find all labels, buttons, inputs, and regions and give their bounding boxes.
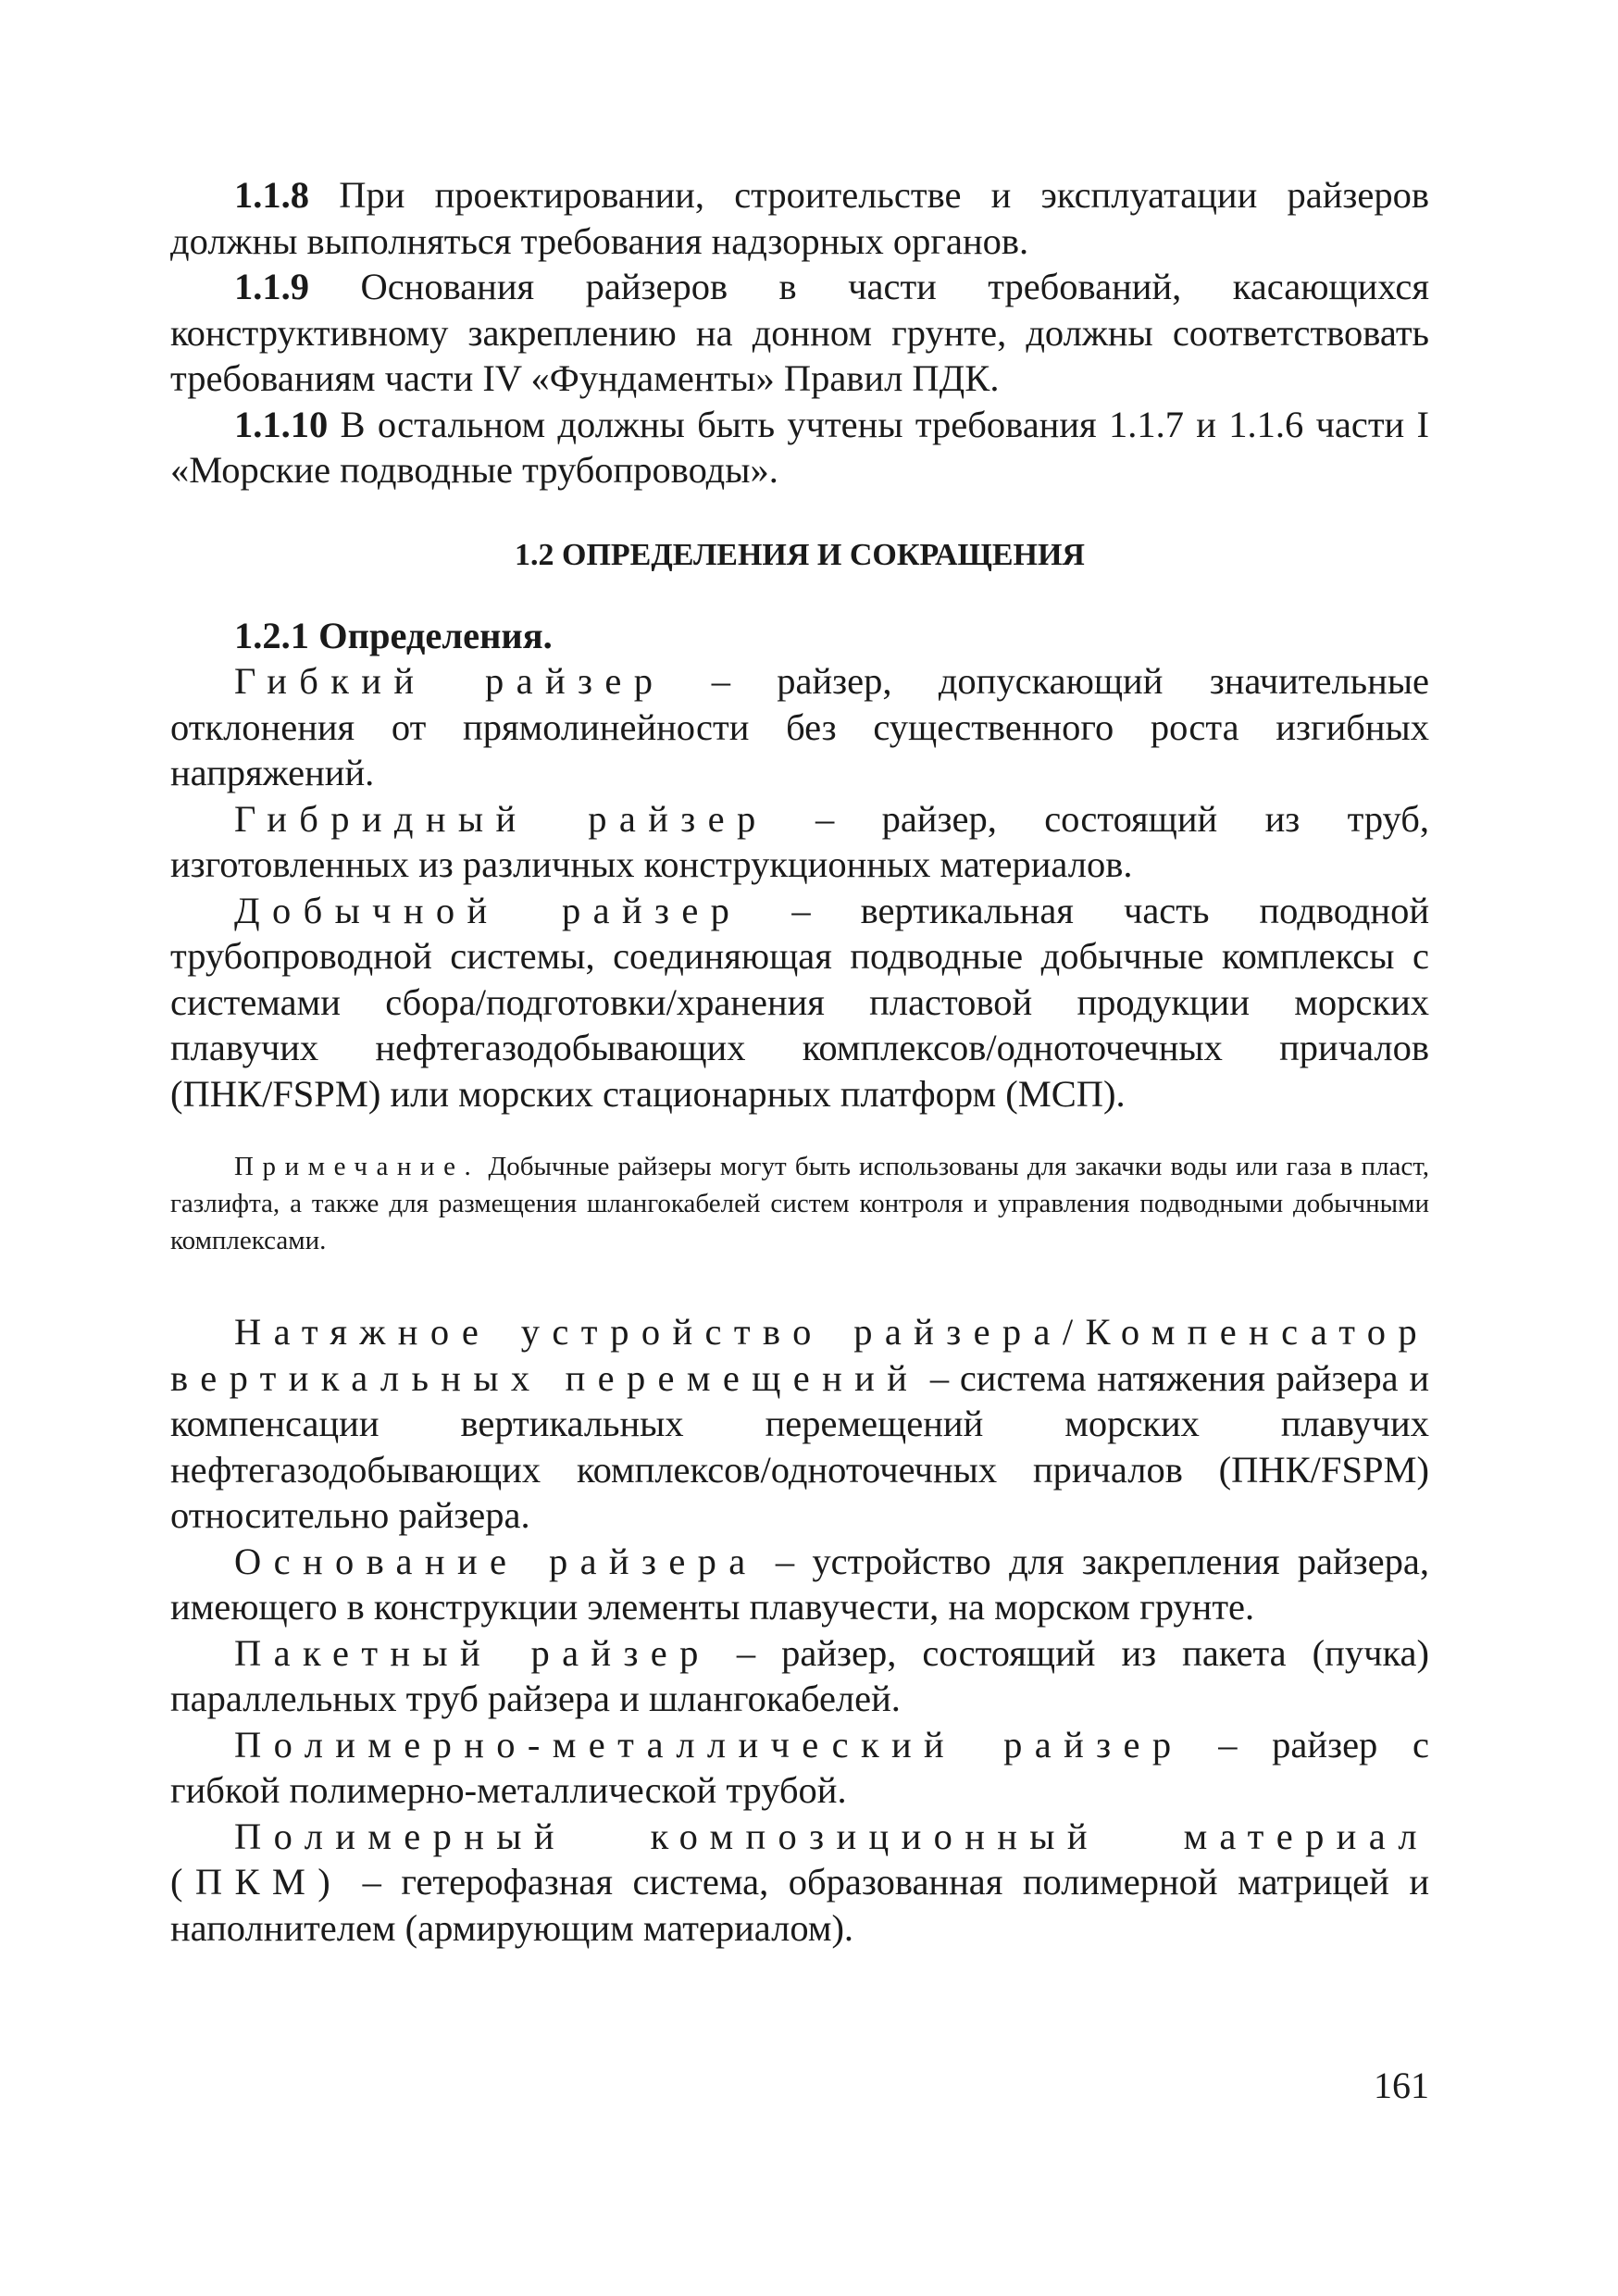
definition-term: Полимерный композиционный материал (ПКМ): [170, 1815, 1429, 1903]
definition-production-riser: [170, 888, 1429, 1117]
definition-term: Натяжное устройство райзера/Компенсатор вертикальных перемещений: [170, 1311, 1429, 1399]
definition-term: Полимерно-металлический райзер: [234, 1723, 1184, 1766]
definition-text: – райзер с гибкой полимерно-металлической трубой.: [170, 1723, 1429, 1811]
note-label: Примечание.: [234, 1152, 480, 1181]
definition-text: – райзер, состоящий из труб, изготовленных из различных конструкционных материалов.: [170, 797, 1429, 885]
note-text: Добычные райзеры могут быть использованы для закачки воды или газа в пласт, газлифта, а также для размещения шлангокабелей систем контроля и управления подводными добычными комплексами.: [170, 1152, 1429, 1255]
subsection-heading: 1.2.1 Определения.: [234, 614, 553, 656]
definition-bundle-riser: [170, 1630, 1429, 1722]
clause-number: 1.1.10: [234, 403, 329, 445]
clause-1-1-10: [170, 402, 1429, 493]
definition-term: Гибридный райзер: [234, 797, 768, 840]
definition-text: – гетерофазная система, образованная полимерной матрицей и наполнителем (армирующим материалом).: [170, 1861, 1429, 1949]
clause-text: При проектировании, строительстве и эксплуатации райзеров должны выполняться требования надзорных органов.: [170, 174, 1429, 262]
page-body: [170, 172, 1429, 1951]
definition-term: Добычной райзер: [234, 889, 742, 931]
clause-number: 1.1.8: [234, 174, 309, 216]
definition-text: – райзер, допускающий значительные отклонения от прямолинейности без существенного роста изгибных напряжений.: [170, 660, 1430, 793]
clause-text: В остальном должны быть учтены требования 1.1.7 и 1.1.6 части I «Морские подводные трубопроводы».: [170, 403, 1429, 491]
page-number: 161: [1374, 2065, 1429, 2106]
note: [170, 1148, 1429, 1259]
definition-text: – вертикальная часть подводной трубопроводной системы, соединяющая подводные добычные комплексы с системами сбора/подготовки/хранения пластовой продукции морских плавучих нефтегазодобывающих комплексов/одноточечных причалов (ПНК/FSPM) или морских стационарных платформ (МСП).: [170, 889, 1429, 1115]
definition-polymer-metal-riser: [170, 1722, 1429, 1814]
definition-term: Пакетный райзер: [234, 1631, 711, 1674]
definition-text: – райзер, состоящий из пакета (пучка) параллельных труб райзера и шлангокабелей.: [170, 1631, 1429, 1719]
definition-riser-base: [170, 1539, 1429, 1630]
definition-text: – система натяжения райзера и компенсации вертикальных перемещений морских плавучих нефтегазодобывающих комплексов/одноточечных причалов (ПНК/FSPM) относительно райзера.: [170, 1356, 1429, 1536]
section-heading: 1.2 ОПРЕДЕЛЕНИЯ И СОКРАЩЕНИЯ: [515, 537, 1085, 572]
definition-flexible-riser: [170, 658, 1429, 796]
definition-composite-material: [170, 1814, 1429, 1952]
definition-hybrid-riser: [170, 796, 1429, 888]
clause-text: Основания райзеров в части требований, касающихся конструктивному закреплению на донном грунте, должны соответствовать требованиям части IV «Фундаменты» Правил ПДК.: [170, 266, 1429, 399]
clause-number: 1.1.9: [234, 266, 309, 307]
clause-1-1-8: [170, 172, 1429, 264]
definition-text: – устройство для закрепления райзера, имеющего в конструкции элементы плавучести, на морском грунте.: [170, 1540, 1430, 1628]
definition-term: Основание райзера: [234, 1540, 758, 1582]
definition-tensioner: [170, 1309, 1429, 1539]
definition-term: Гибкий райзер: [234, 660, 666, 702]
clause-1-1-9: [170, 264, 1429, 402]
